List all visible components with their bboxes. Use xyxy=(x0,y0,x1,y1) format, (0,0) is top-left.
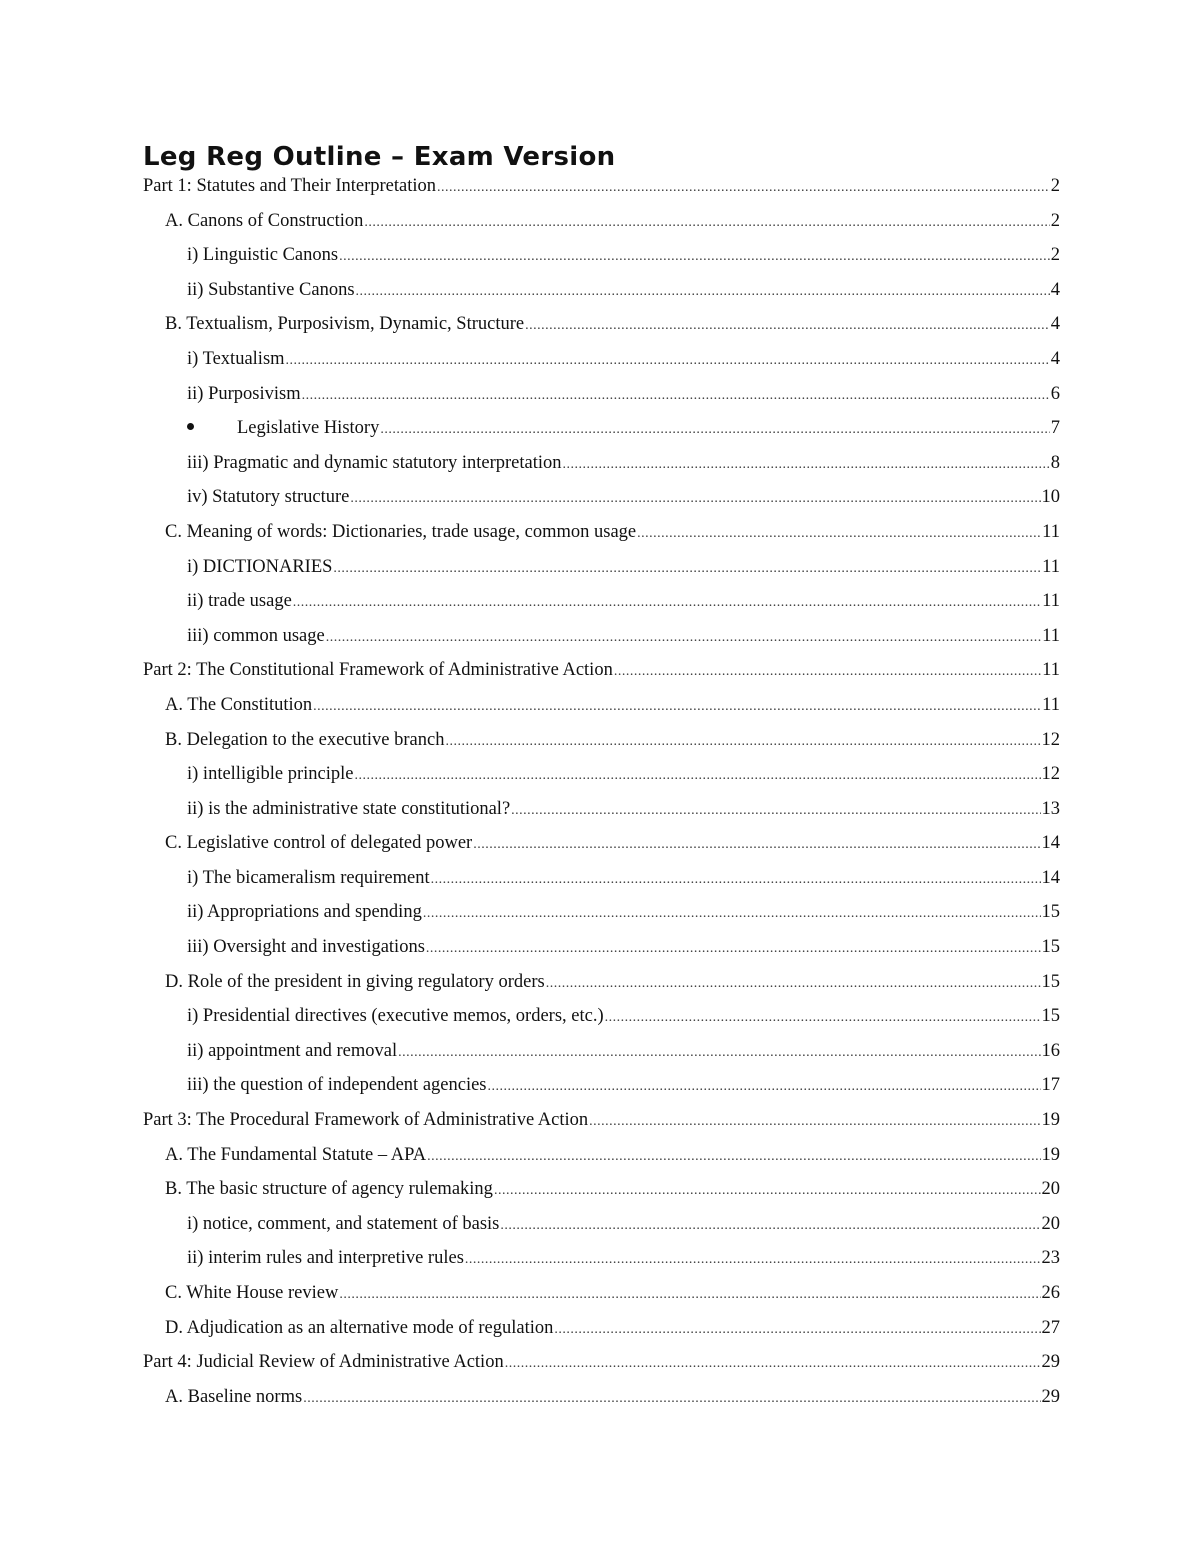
toc-page-number: 26 xyxy=(1041,1283,1060,1303)
dot-leader xyxy=(473,828,1040,863)
toc-entry-title: i) Presidential directives (executive memos, orders, etc.) xyxy=(187,1006,604,1027)
toc-entry[interactable] xyxy=(143,757,1060,792)
toc-entry-title: i) Textualism xyxy=(187,348,285,369)
toc-entry[interactable] xyxy=(143,550,1060,585)
toc-page-number: 4 xyxy=(1050,348,1060,369)
dot-leader xyxy=(637,517,1041,552)
toc-entry[interactable] xyxy=(143,204,1060,239)
toc-entry-title: i) DICTIONARIES xyxy=(187,556,333,577)
toc-entry[interactable] xyxy=(143,1138,1060,1173)
toc-entry-title: A. The Constitution xyxy=(165,694,313,715)
dot-leader xyxy=(431,863,1041,898)
toc-page-number: 11 xyxy=(1042,660,1060,681)
toc-entry-title: iii) Oversight and investigations xyxy=(187,937,425,958)
dot-leader xyxy=(354,759,1040,794)
dot-leader xyxy=(350,482,1040,517)
toc-entry-title: iii) common usage xyxy=(187,625,325,646)
toc-entry-title: Part 1: Statutes and Their Interpretation xyxy=(143,176,437,196)
toc-page-number: 10 xyxy=(1041,487,1060,508)
toc-page-number: 4 xyxy=(1050,314,1060,335)
toc-page-number: 14 xyxy=(1041,867,1060,888)
toc-entry[interactable] xyxy=(143,1311,1060,1346)
dot-leader xyxy=(546,967,1041,1002)
dot-leader xyxy=(426,932,1041,967)
toc-page-number: 23 xyxy=(1041,1248,1060,1269)
dot-leader xyxy=(380,413,1049,448)
dot-leader xyxy=(437,171,1050,206)
toc-entry-title: i) intelligible principle xyxy=(187,764,354,785)
toc-entry[interactable] xyxy=(143,411,1060,446)
toc-entry-title: A. Canons of Construction xyxy=(165,210,364,231)
toc-entry[interactable] xyxy=(143,307,1060,342)
toc-entry-title: B. Textualism, Purposivism, Dynamic, Structure xyxy=(165,314,525,335)
dot-leader xyxy=(339,240,1050,275)
dot-leader xyxy=(356,275,1050,310)
toc-page-number: 15 xyxy=(1041,902,1060,923)
toc-entry[interactable] xyxy=(143,1172,1060,1207)
toc-entry[interactable] xyxy=(143,1034,1060,1069)
dot-leader xyxy=(286,344,1050,379)
toc-entry-title: iii) Pragmatic and dynamic statutory interpretation xyxy=(187,452,562,473)
toc-entry[interactable] xyxy=(143,688,1060,723)
toc-entry[interactable] xyxy=(143,1241,1060,1276)
toc-entry[interactable] xyxy=(143,1103,1060,1138)
toc-page-number: 7 xyxy=(1050,418,1060,439)
toc-entry[interactable] xyxy=(143,515,1060,550)
toc-entry-title: D. Role of the president in giving regulatory orders xyxy=(165,971,545,992)
toc-entry[interactable] xyxy=(143,273,1060,308)
toc-entry-title: i) notice, comment, and statement of basis xyxy=(187,1213,500,1234)
toc-entry-title: C. Legislative control of delegated power xyxy=(165,833,473,854)
toc-entry[interactable] xyxy=(143,480,1060,515)
toc-page-number: 19 xyxy=(1041,1110,1060,1131)
dot-leader xyxy=(302,379,1050,414)
toc-entry-title: ii) appointment and removal xyxy=(187,1040,398,1061)
toc-page-number: 14 xyxy=(1041,833,1060,854)
toc-entry-title: B. Delegation to the executive branch xyxy=(165,729,445,750)
toc-entry[interactable] xyxy=(143,169,1060,204)
dot-leader xyxy=(427,1140,1040,1175)
toc-entry-title: ii) Substantive Canons xyxy=(187,279,355,300)
toc-entry[interactable] xyxy=(143,861,1060,896)
dot-leader xyxy=(293,586,1041,621)
toc-entry[interactable] xyxy=(143,1207,1060,1242)
dot-leader xyxy=(423,897,1041,932)
toc-page-number: 15 xyxy=(1041,1006,1060,1027)
toc-page-number: 11 xyxy=(1042,625,1060,646)
toc-entry-title: C. Meaning of words: Dictionaries, trade usage, common usage xyxy=(165,521,637,542)
toc-entry[interactable] xyxy=(143,792,1060,827)
dot-leader xyxy=(303,1382,1040,1417)
dot-leader xyxy=(505,1347,1041,1382)
toc-entry-title: Part 4: Judicial Review of Administrative Action xyxy=(143,1352,504,1373)
toc-entry[interactable] xyxy=(143,238,1060,273)
toc-entry[interactable] xyxy=(143,1276,1060,1311)
toc-page-number: 19 xyxy=(1041,1144,1060,1165)
toc-entry[interactable] xyxy=(143,965,1060,1000)
toc-page-number: 27 xyxy=(1041,1317,1060,1338)
table-of-contents xyxy=(143,169,1060,1414)
toc-entry-title: iv) Statutory structure xyxy=(187,487,350,508)
toc-entry[interactable] xyxy=(143,342,1060,377)
dot-leader xyxy=(488,1070,1041,1105)
toc-entry[interactable] xyxy=(143,653,1060,688)
toc-page-number: 20 xyxy=(1041,1213,1060,1234)
dot-leader xyxy=(511,794,1040,829)
dot-leader xyxy=(445,725,1040,760)
toc-entry[interactable] xyxy=(143,895,1060,930)
toc-entry-title: D. Adjudication as an alternative mode of regulation xyxy=(165,1317,554,1338)
toc-page-number: 17 xyxy=(1041,1075,1060,1096)
document-title: Leg Reg Outline – Exam Version xyxy=(143,142,616,172)
toc-entry-title: C. White House review xyxy=(165,1283,339,1303)
toc-page-number: 15 xyxy=(1041,937,1060,958)
toc-entry-title: A. The Fundamental Statute – APA xyxy=(165,1144,427,1165)
toc-entry-title: Part 2: The Constitutional Framework of Administrative Action xyxy=(143,660,613,681)
toc-page-number: 12 xyxy=(1041,729,1060,750)
toc-entry-title: Part 3: The Procedural Framework of Administrative Action xyxy=(143,1110,589,1131)
dot-leader xyxy=(554,1313,1040,1348)
toc-page-number: 2 xyxy=(1050,245,1060,266)
toc-page-number: 4 xyxy=(1050,279,1060,300)
toc-entry[interactable] xyxy=(143,1068,1060,1103)
dot-leader xyxy=(364,206,1049,241)
dot-leader xyxy=(500,1209,1040,1244)
toc-page-number: 11 xyxy=(1042,591,1060,612)
toc-entry[interactable] xyxy=(143,446,1060,481)
toc-page-number: 29 xyxy=(1041,1352,1060,1373)
toc-entry-title: B. The basic structure of agency rulemaking xyxy=(165,1179,493,1200)
toc-page-number: 8 xyxy=(1050,452,1060,473)
toc-page-number: 13 xyxy=(1041,798,1060,819)
dot-leader xyxy=(326,621,1041,656)
toc-page-number: 15 xyxy=(1041,971,1060,992)
toc-entry-title: i) Linguistic Canons xyxy=(187,245,339,266)
dot-leader xyxy=(563,448,1050,483)
dot-leader xyxy=(398,1036,1040,1071)
toc-page-number: 11 xyxy=(1042,556,1060,577)
toc-entry[interactable] xyxy=(143,826,1060,861)
dot-leader xyxy=(313,690,1041,725)
toc-page-number: 2 xyxy=(1050,210,1060,231)
toc-entry-title: A. Baseline norms xyxy=(165,1386,303,1407)
toc-entry-title: iii) the question of independent agencies xyxy=(187,1075,487,1096)
toc-entry-title: Legislative History xyxy=(237,418,380,439)
toc-entry-title: ii) interim rules and interpretive rules xyxy=(187,1248,464,1269)
toc-page-number: 11 xyxy=(1042,694,1060,715)
toc-page-number: 29 xyxy=(1041,1386,1060,1407)
toc-page-number: 20 xyxy=(1041,1179,1060,1200)
dot-leader xyxy=(525,309,1050,344)
toc-entry-title: i) The bicameralism requirement xyxy=(187,867,430,888)
toc-page-number: 2 xyxy=(1050,176,1060,196)
toc-entry[interactable] xyxy=(143,1345,1060,1380)
toc-entry[interactable] xyxy=(143,999,1060,1034)
toc-entry[interactable] xyxy=(143,930,1060,965)
bullet-icon xyxy=(187,411,237,446)
dot-leader xyxy=(494,1174,1041,1209)
toc-page-number: 6 xyxy=(1050,383,1060,404)
dot-leader xyxy=(333,552,1041,587)
dot-leader xyxy=(614,655,1041,690)
toc-entry-title: ii) Purposivism xyxy=(187,383,301,404)
toc-entry-title: ii) trade usage xyxy=(187,591,292,612)
toc-entry[interactable] xyxy=(143,723,1060,758)
toc-entry[interactable] xyxy=(143,619,1060,654)
toc-page-number: 16 xyxy=(1041,1040,1060,1061)
dot-leader xyxy=(589,1105,1040,1140)
toc-entry[interactable] xyxy=(143,1380,1060,1415)
dot-leader xyxy=(465,1243,1041,1278)
toc-page-number: 11 xyxy=(1042,521,1060,542)
toc-entry[interactable] xyxy=(143,584,1060,619)
dot-leader xyxy=(339,1278,1040,1313)
toc-entry-title: ii) Appropriations and spending xyxy=(187,902,422,923)
toc-entry-title: ii) is the administrative state constitutional? xyxy=(187,798,511,819)
dot-leader xyxy=(605,1001,1041,1036)
toc-entry[interactable] xyxy=(143,377,1060,412)
toc-page-number: 12 xyxy=(1041,764,1060,785)
